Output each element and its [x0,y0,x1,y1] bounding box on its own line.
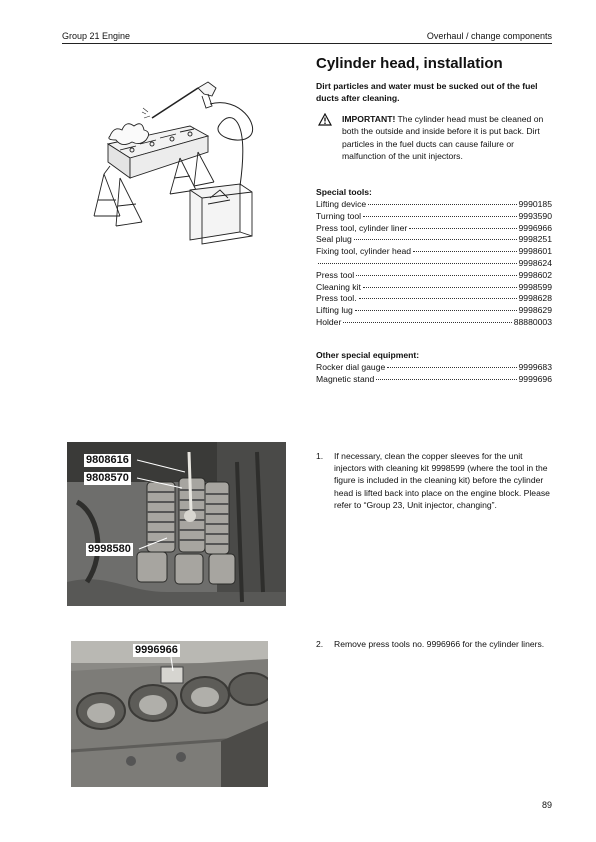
special-tools-list [316,199,552,329]
tool-row [316,293,552,305]
tool-row [316,234,552,246]
important-note [316,113,554,163]
lead-warning-text: Dirt particles and water must be sucked out of the fuel ducts after cleaning. [316,81,538,103]
tool-part-number: 9998629 [518,305,552,316]
step-1-number: 1. [316,451,324,461]
tool-part-number: 9990185 [518,199,552,209]
tool-label-press-tool: 9996966 [135,644,178,656]
dot-leader [355,309,517,311]
tool-name: Rocker dial gauge [316,362,386,372]
tool-label-cleaning-brush: 9808616 [86,454,129,466]
dot-leader [359,297,517,299]
important-text [342,113,554,163]
tool-name: Press tool [316,269,355,280]
tool-row [316,317,552,329]
other-equipment-list [316,362,552,386]
tool-name: Lifting device [316,199,367,209]
tool-row [316,223,552,235]
tool-name: Cleaning kit [316,281,361,292]
step-2-text: Remove press tools no. 9996966 for the cylinder liners. [334,639,545,649]
figure-injector-sleeve-cleaning [67,442,286,606]
step-1 [316,450,554,511]
tool-row [316,282,552,294]
other-equipment-heading: Other special equipment: [316,350,420,360]
tool-row [316,362,552,374]
special-tools-heading: Special tools: [316,187,372,197]
tool-row [316,374,552,386]
tool-label-sleeve-tool: 9998580 [88,543,131,555]
tool-name: Turning tool [316,210,362,221]
dot-leader [363,215,516,217]
tool-name: Fixing tool, cylinder head [316,246,412,257]
page-title: Cylinder head, installation [316,55,503,72]
dot-leader [318,262,517,264]
header-group: Group 21 Engine [62,31,131,41]
figure-cleaning-illustration [90,66,300,246]
tool-part-number: 9998599 [518,281,552,292]
tool-name: Holder [316,316,342,327]
figure-engine-block-press-tools [71,641,268,787]
warning-triangle-icon [318,113,332,126]
step-1-text: If necessary, clean the copper sleeves for the unit injectors with cleaning kit 9998599 (where the tool in the figure is included in the cleaning kit) before the cylinder head is lifted back into place on the engine block. Please refer to “Group 23, Unit injector, changing”. [334,451,550,510]
important-label: IMPORTANT! [342,114,396,124]
tool-part-number: 9996966 [518,222,552,233]
tool-name: Press tool, cylinder liner [316,222,408,233]
tool-part-number: 9998601 [518,246,552,257]
tool-part-number: 88880003 [513,316,552,327]
tool-row [316,211,552,223]
tool-row [316,305,552,317]
tool-name: Press tool. [316,293,357,304]
tool-part-number: 9998251 [518,234,552,245]
header-section: Overhaul / change components [426,31,552,41]
tool-row [316,246,552,258]
dot-leader [363,286,517,288]
tool-row [316,199,552,211]
tool-part-number: 9998628 [518,293,552,304]
dot-leader [409,227,516,229]
tool-part-number: 9999683 [518,362,552,372]
tool-name: Magnetic stand [316,373,375,384]
step-2 [316,638,554,650]
dot-leader [343,321,511,323]
figure-2-leader-lines [67,442,286,606]
tool-name: Seal plug [316,234,352,245]
tool-name: Lifting lug [316,305,353,316]
tool-part-number: 9998624 [518,257,552,268]
dot-leader [376,378,516,380]
tool-row [316,270,552,282]
dot-leader [413,250,516,252]
dot-leader [368,203,516,205]
tool-part-number: 9999696 [518,373,552,384]
step-2-number: 2. [316,639,324,649]
page-number: 89 [541,800,552,810]
dot-leader [356,274,516,276]
dot-leader [354,238,517,240]
important-body: The cylinder head must be cleaned on both the outside and inside before it is put back. Dirt particles in the fuel ducts can cause failure or malfunction of the unit injectors. [342,114,544,162]
tool-label-cleaning-rod: 9808570 [86,472,129,484]
tool-row [316,258,552,270]
tool-part-number: 9998602 [518,269,552,280]
figure-3-leader-line [71,641,268,787]
tool-part-number: 9993590 [518,210,552,221]
header-rule [62,43,552,44]
dot-leader [387,366,516,368]
